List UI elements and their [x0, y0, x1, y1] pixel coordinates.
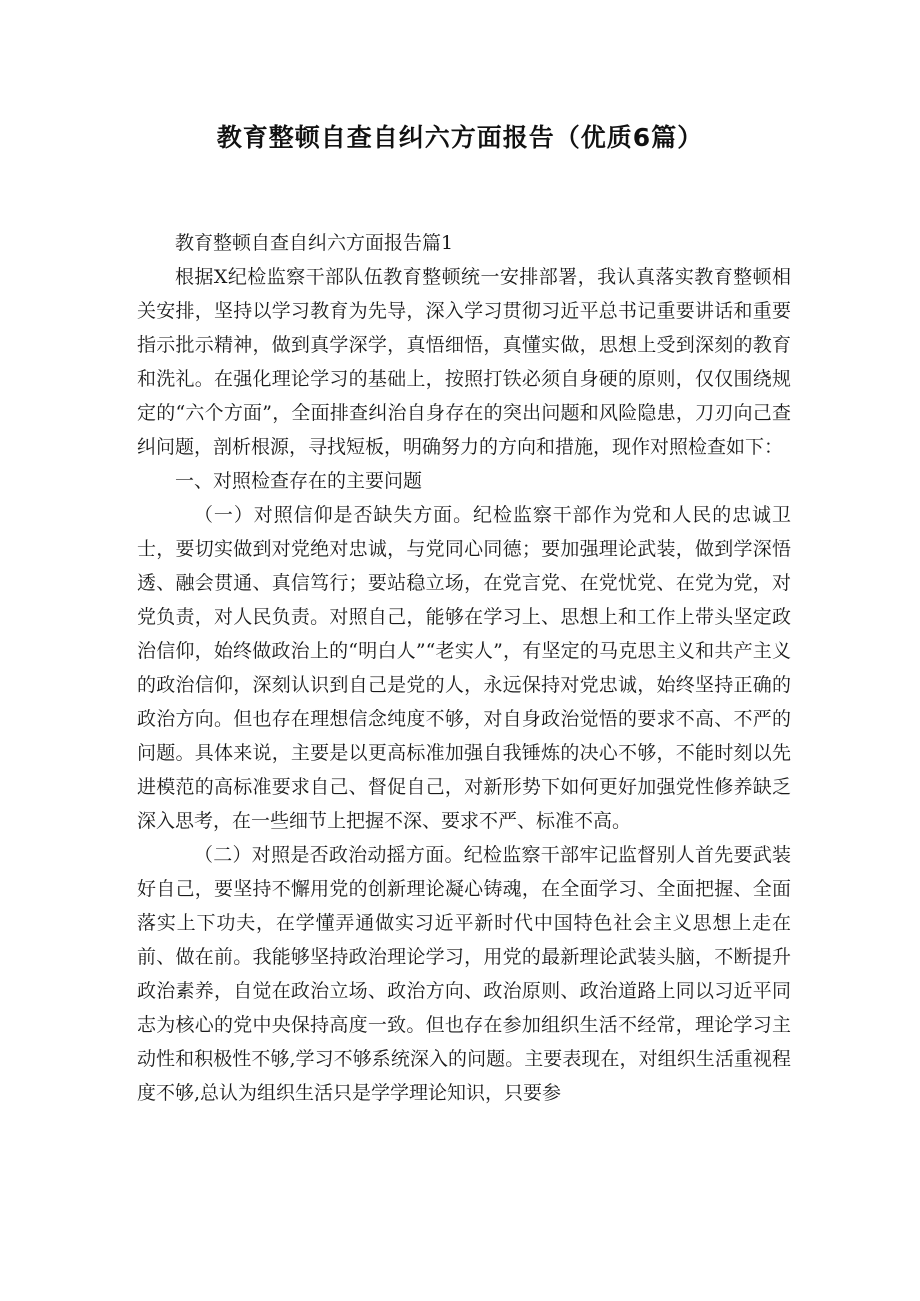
section-heading: 一、对照检查存在的主要问题 — [175, 470, 423, 492]
subsection-paragraph-2: （二）对照是否政治动摇方面。纪检监察干部牢记监督别人首先要武装好自己，要坚持不懈用党的创新理论凝心铸魂，在全面学习、全面把握、全面落实上下功夫，在学懂弄通做实习近平新时代中国特色社会主义思想上走在前、做在前。我能够坚持政治理论学习，用党的最新理论武装头脑，不断提升政治素养，自觉在政治立场、政治方向、政治原则、政治道路上同以习近平同志为核心的党中央保持高度一致。但也存在参加组织生活不经常，理论学习主动性和积极性不够,学习不够系统深入的问题。主要表现在，对组织生活重视程度不够,总认为组织生活只是学学理论知识，只要参 — [137, 844, 791, 1104]
document-title: 教育整顿自查自纠六方面报告（优质6篇） — [216, 123, 704, 152]
chapter-heading: 教育整顿自查自纠六方面报告篇1 — [175, 232, 454, 254]
subsection-paragraph-1: （一）对照信仰是否缺失方面。纪检监察干部作为党和人民的忠诚卫士，要切实做到对党绝对忠诚，与党同心同德；要加强理论武装，做到学深悟透、融会贯通、真信笃行；要站稳立场，在党言党、在党忧党、在党为党，对党负责，对人民负责。对照自己，能够在学习上、思想上和工作上带头坚定政治信仰，始终做政治上的“明白人”“老实人”，有坚定的马克思主义和共产主义的政治信仰，深刻认识到自己是党的人，永远保持对党忠诚，始终坚持正确的政治方向。但也存在理想信念纯度不够，对自身政治觉悟的要求不高、不严的问题。具体来说，主要是以更高标准加强自我锤炼的决心不够，不能时刻以先进模范的高标准要求自己、督促自己，对新形势下如何更好加强党性修养缺乏深入思考，在一些细节上把握不深、要求不严、标准不高。 — [137, 504, 791, 832]
intro-paragraph: 根据X纪检监察干部队伍教育整顿统一安排部署，我认真落实教育整顿相关安排，坚持以学习教育为先导，深入学习贯彻习近平总书记重要讲话和重要指示批示精神，做到真学深学，真悟细悟，真懂实做，思想上受到深刻的教育和洗礼。在强化理论学习的基础上，按照打铁必须自身硬的原则，仅仅围绕规定的“六个方面”，全面排查纠治自身存在的突出问题和风险隐患，刀刃向己查纠问题，剖析根源，寻找短板，明确努力的方向和措施，现作对照检查如下： — [137, 266, 791, 458]
document-body — [137, 226, 791, 1110]
